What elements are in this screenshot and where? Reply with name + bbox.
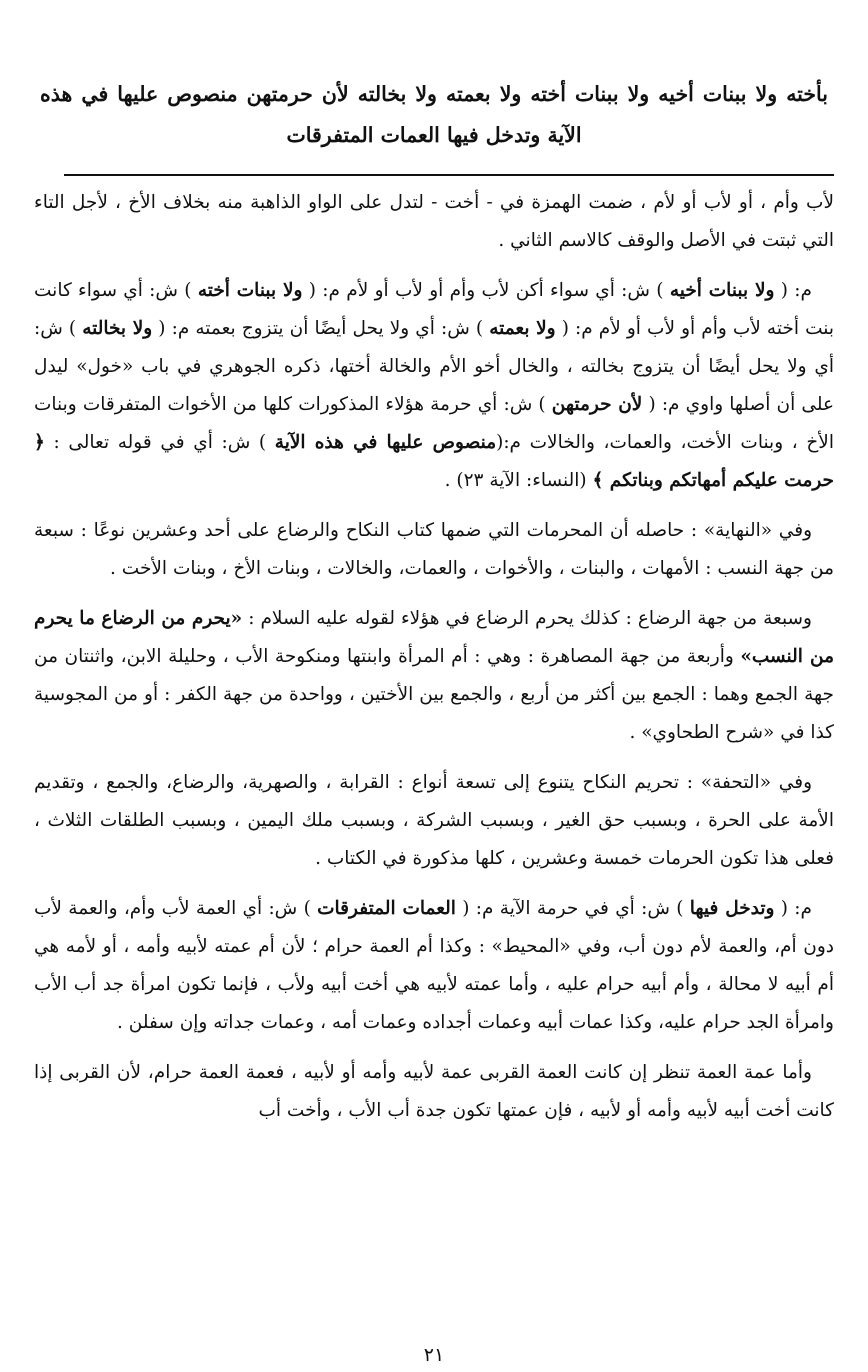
matn-quote: ولا ببنات أخته bbox=[197, 280, 303, 301]
matn-quote: ولا ببنات أخيه bbox=[669, 280, 775, 301]
commentary-paragraph-1: لأب وأم ، أو لأب أو لأم ، ضمت الهمزة في - أخت - لتدل على الواو الذاهبة منه بخلاف الأخ ، لأجل التاء التي ثبتت في الأصل والوقف كالاسم الثاني . bbox=[34, 192, 834, 251]
commentary-paragraph-7: وأما عمة العمة تنظر إن كانت العمة القربى عمة لأبيه وأمه أو لأبيه ، فعمة العمة حرام، لأن القربى إذا كانت أخت أبيه لأبيه وأمه أو لأبيه ، فإن عمتها تكون جدة أب الأب ، وأخت أب bbox=[34, 1062, 834, 1121]
book-page bbox=[34, 74, 834, 1364]
matn-quote: منصوص عليها في هذه الآية bbox=[274, 432, 497, 453]
commentary-paragraph-6: م: ( وتدخل فيها ) ش: أي في حرمة الآية م: ( العمات المتفرقات ) ش: أي العمة لأب وأم، والعمة لأب دون أم، والعمة لأم دون أب، وفي «المحيط» : وكذا أم العمة حرام ؛ لأن أم عمته لأبيه وأمه ، أو لأمه هي أم أبيه لا محالة ، وأم أبيه حرام عليه ، وأما عمته لأبيه هي أخت أبيه ولأب ، فإنما تكون امرأة جد أب الأب وامرأة الجد حرام عليه، وكذا عمات أبيه وعمات أجداده وعمات أمه ، وعمات جداته وإن سفلن . bbox=[34, 898, 834, 1033]
quran-verse: ﴿ حرمت عليكم أمهاتكم وبناتكم ﴾ bbox=[34, 432, 834, 491]
page-number: ٢١ bbox=[423, 1344, 445, 1366]
matn-quote: لأن حرمتهن bbox=[551, 394, 643, 415]
commentary-paragraph-5: وفي «التحفة» : تحريم النكاح يتنوع إلى تسعة أنواع : القرابة ، والصهرية، والرضاع، والجمع ، وتقديم الأمة على الحرة ، وبسبب حق الغير ، وبسبب الشركة ، وبسبب ملك اليمين ، وبسبب الطلقات الثلاث ، فعلى هذا تكون الحرمات خمسة وعشرين ، كلها مذكورة في الكتاب . bbox=[34, 772, 834, 869]
matn-quote: العمات المتفرقات bbox=[317, 898, 456, 919]
matn-quote: ولا بعمته bbox=[489, 318, 556, 339]
commentary-paragraph-3: وفي «النهاية» : حاصله أن المحرمات التي ضمها كتاب النكاح والرضاع على أحد وعشرين نوعًا : سبعة من جهة النسب : الأمهات ، والبنات ، والأخوات ، والعمات، والخالات ، وبنات الأخ ، وبنات الأخت . bbox=[34, 520, 834, 579]
matn-quote: وتدخل فيها bbox=[689, 898, 775, 919]
hadith-quote: «يحرم من الرضاع ما يحرم من النسب» bbox=[34, 608, 834, 667]
matn-text: بأخته ولا ببنات أخيه ولا ببنات أخته ولا بعمته ولا بخالته لأن حرمتهن منصوص عليها في هذه الآية وتدخل فيها العمات المتفرقات bbox=[40, 82, 828, 147]
separator-rule bbox=[64, 174, 834, 176]
matn-quote: ولا بخالته bbox=[82, 318, 153, 339]
commentary-paragraph-2: م: ( ولا ببنات أخيه ) ش: أي سواء أكن لأب وأم أو لأب أو لأم م: ( ولا ببنات أخته ) ش: أي سواء كانت بنت أخته لأب وأم أو لأب أو لأم م: ( ولا بعمته ) ش: أي ولا يحل أيضًا أن يتزوج بعمته م: ( ولا بخالته ) ش: أي ولا يحل أيضًا أن يتزوج بخالته ، والخال أخو الأم والخالة أختها، ذكره الجوهري في باب «خول» ليدل على أن أصلها واوي م: ( لأن حرمتهن ) ش: أي حرمة هؤلاء المذكورات كلها من الأخوات المتفرقات وبنات الأخ ، وبنات الأخت، والعمات، والخالات م:(منصوص عليها في هذه الآية ) ش: أي في قوله تعالى : ﴿ حرمت عليكم أمهاتكم وبناتكم ﴾ (النساء: الآية ٢٣) . bbox=[34, 280, 835, 491]
commentary-paragraph-4: وسبعة من جهة الرضاع : كذلك يحرم الرضاع في هؤلاء لقوله عليه السلام : «يحرم من الرضاع ما يحرم من النسب» وأربعة من جهة المصاهرة : وهي : أم المرأة وابنتها ومنكوحة الأب ، وحليلة الابن، واثنتان من جهة الجمع وهما : الجمع بين أكثر من أربع ، والجمع بين الأختين ، وواحدة من جهة الكفر : أو من المجوسية كذا في «شرح الطحاوي» . bbox=[34, 608, 834, 743]
